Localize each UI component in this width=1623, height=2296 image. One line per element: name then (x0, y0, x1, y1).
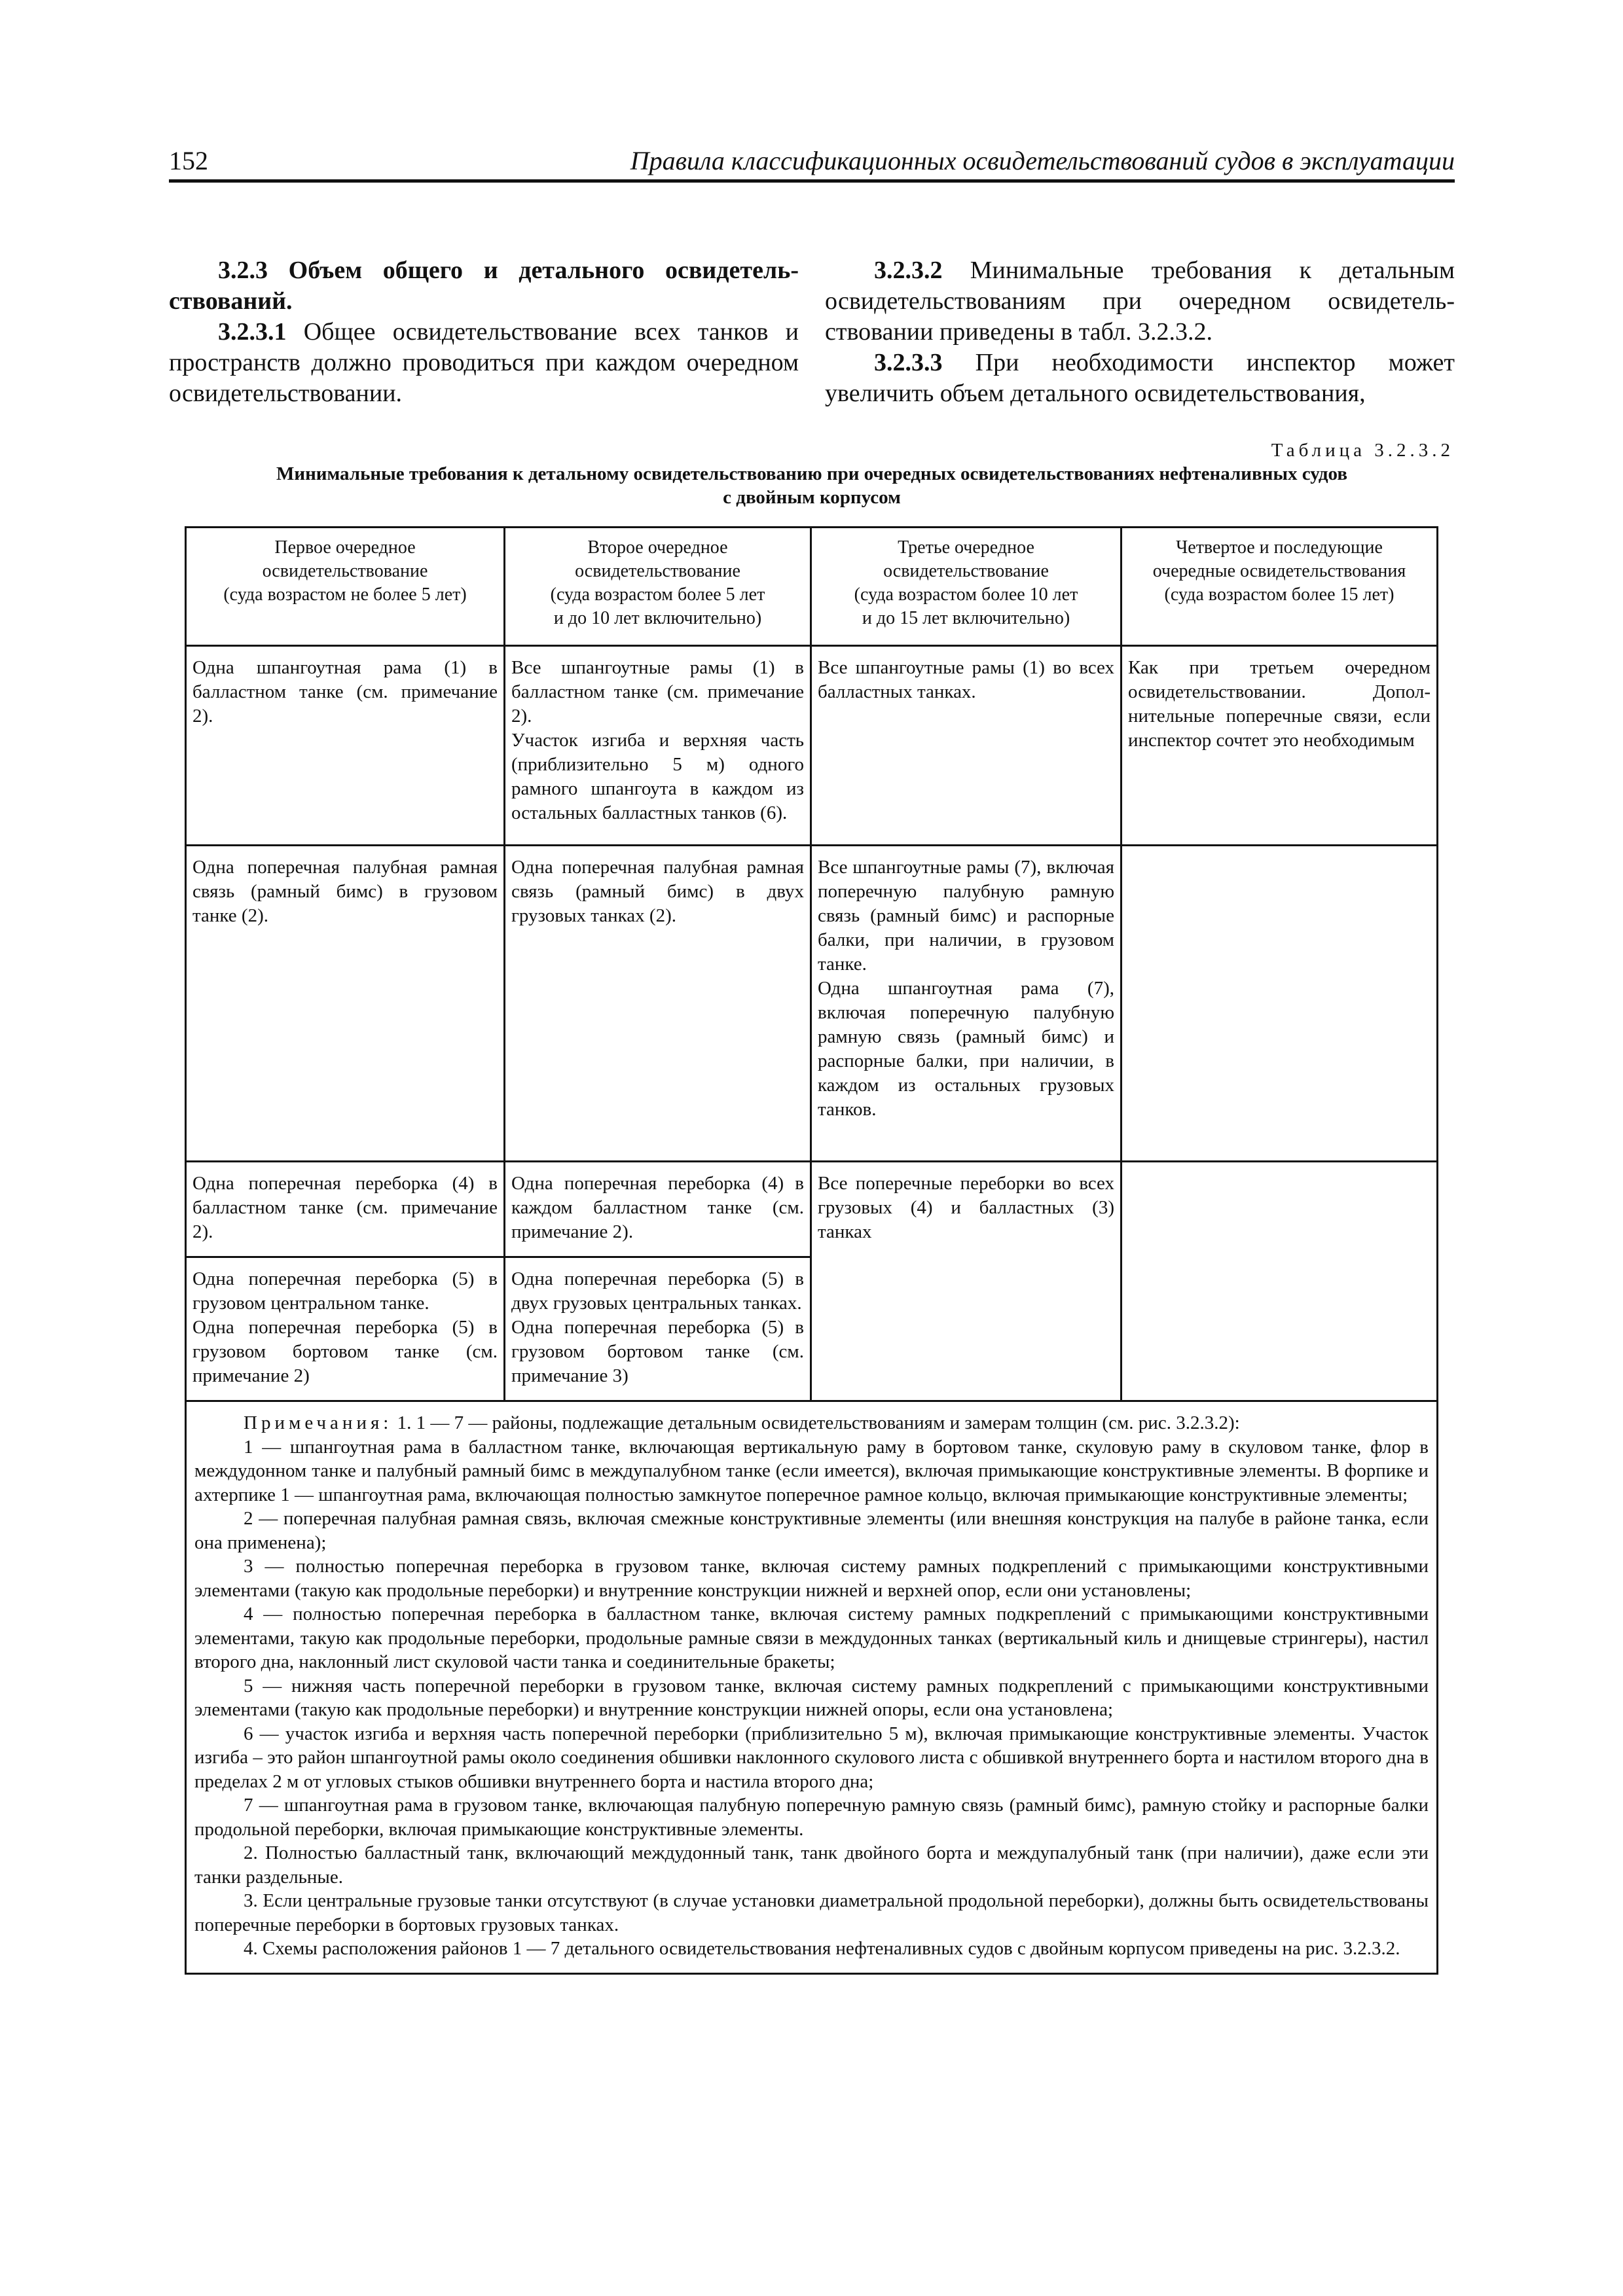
table-row (186, 646, 1438, 846)
table-cell: Одна поперечная палубная рамная связь (рамный бимс) в двух грузовых танках (2). (505, 846, 811, 1162)
left-column (169, 255, 799, 409)
right-column (825, 255, 1455, 409)
page-header (169, 145, 1455, 183)
notes-row (186, 1401, 1438, 1974)
table-cell (1122, 846, 1438, 1162)
table-row (186, 846, 1438, 1162)
table-cell: Все шпангоутные рамы (1) в балластном танке (см. примечание 2). Участок изгиба и верхняя часть (приблизительно 5 м) одного рамного шпангоута в каждом из остальных балластных танков (6). (505, 646, 811, 846)
header-cell: Третье очередное освидетельствование (суда возрастом более 10 лет и до 15 лет включительно) (811, 528, 1122, 646)
page-number: 152 (169, 146, 208, 175)
table-cell: Одна поперечная переборка (5) в грузовом центральном танке. Одна поперечная переборка (5) в грузовом бортовом танке (см. примечание 2) (186, 1257, 505, 1401)
table-cell: Все шпангоутные рамы (1) во всех балластных танках. (811, 646, 1122, 846)
table-title: Минимальные требования к детальному освидетельствованию при очередных освидетельствованиях нефтеналивных судов с двойным корпусом (276, 463, 1347, 508)
table-row (186, 1162, 1438, 1257)
header-cell: Четвертое и последующие очередные освидетельствования (суда возрастом более 15 лет) (1122, 528, 1438, 646)
table-label: Таблица 3.2.3.2 (1271, 440, 1454, 461)
table-cell: Одна шпангоутная рама (1) в балластном танке (см. примечание 2). (186, 646, 505, 846)
header-cell: Второе очередное освидетельствование (суда возрастом более 5 лет и до 10 лет включительно) (505, 528, 811, 646)
requirements-table (185, 526, 1438, 1975)
paragraph-3-2-3-2: 3.2.3.2 Минимальные требования к детальным освидетельствованиям при очередном освидетельствовании приведены в табл. 3.2.3.2. (825, 257, 1455, 346)
table-cell: Все поперечные переборки во всех грузовых (4) и балластных (3) танках (811, 1162, 1122, 1401)
table-cell: Все шпангоутные рамы (7), включая поперечную палубную рамную связь (рамный бимс) и распорные балки, при наличии, в грузовом танке. Одна шпангоутная рама (7), включая поперечную палубную рамную связь (рамный бимс) и распорные балки, при наличии, в каждом из остальных грузовых танков. (811, 846, 1122, 1162)
paragraph-3-2-3-1: 3.2.3.1 Общее освидетельствование всех танков и пространств должно проводиться при каждом очередном освидетельствовании. (169, 318, 799, 407)
running-title: Правила классификационных освидетельствований судов в эксплуатации (630, 146, 1455, 175)
section-heading: 3.2.3 Объем общего и детального освидетельствований. (169, 257, 799, 315)
table-cell: Как при третьем очередном освидетельствовании. Дополнительные поперечные связи, если инспектор сочтет это необходимым (1122, 646, 1438, 846)
table-cell: Одна поперечная переборка (4) в балластном танке (см. примечание 2). (186, 1162, 505, 1257)
table-header-row (186, 528, 1438, 646)
header-cell: Первое очередное освидетельствование (суда возрастом не более 5 лет) (186, 528, 505, 646)
table-cell: Одна поперечная палубная рамная связь (рамный бимс) в грузовом танке (2). (186, 846, 505, 1162)
table-cell (1122, 1162, 1438, 1401)
paragraph-3-2-3-3: 3.2.3.3 При необходимости инспектор может увеличить объем детального освидетельствования, (825, 349, 1455, 407)
table-cell: Одна поперечная переборка (4) в каждом балластном танке (см. примечание 2). (505, 1162, 811, 1257)
table-cell: Одна поперечная переборка (5) в двух грузовых центральных танках. Одна поперечная переборка (5) в грузовом бортовом танке (см. примечание 3) (505, 1257, 811, 1401)
table-notes: Примечания: 1. 1 — 7 — районы, подлежащие детальным освидетельствованиям и замерам толщин (см. рис. 3.2.3.2): 1 — шпангоутная рама в балластном танке, включающая вертикальную раму в бортовом танке, скуловую раму в скуловом танке, флор в междудонном танке и палубный рамный бимс в междупалубном танке (если имеется), включая примыкающие конструктивные элементы. В форпике и ахтерпике 1 — шпангоутная рама, включающая полностью замкнутое поперечное рамное кольцо, включая примыкающие конструктивные элементы; 2 — поперечная палубная рамная связь, включая смежные конструктивные элементы (или внешняя конструкция на палубе в районе танка, если она применена); 3 — полностью поперечная переборка в грузовом танке, включая систему рамных подкреплений с примыкающими конструктивными элементами (такую как продольные переборки) и внутренние конструкции нижней и верхней опор, если они установлены; 4 — полностью поперечная переборка в балластном танке, включая систему рамных подкреплений с примыкающими конструктивными элементами, такую как продольные переборки, продольные рамные связи в междудонных танках (вертикальный киль и днищевые стрингеры), настил второго дна, наклонный лист скуловой части танка и соединительные бракеты; 5 — нижняя часть поперечной переборки в грузовом танке, включая систему рамных подкреплений с примыкающими конструктивными элементами (такую как продольные переборки) и внутренние конструкции нижней опоры, если она установлена; 6 — участок изгиба и верхняя часть поперечной переборки (приблизительно 5 м), включая примыкающие конструктивные элементы. Участок изгиба – это район шпангоутной рамы около соединения обшивки наклонного скулового листа с обшивкой внутреннего борта и настилом второго дна в пределах 2 м от угловых стыков обшивки внутреннего борта и настила второго дна; 7 — шпангоутная рама в грузовом танке, включающая палубную поперечную рамную связь (рамный бимс), рамную стойку и распорные балки продольной переборки, включая примыкающие конструктивные элементы. 2. Полностью балластный танк, включающий междудонный танк, танк двойного борта и междупалубный танк (при наличии), даже если эти танки раздельные. 3. Если центральные грузовые танки отсутствуют (в случае установки диаметральной продольной переборки), должны быть освидетельствованы поперечные переборки в бортовых грузовых танках. 4. Схемы расположения районов 1 — 7 детального освидетельствования нефтеналивных судов с двойным корпусом приведены на рис. 3.2.3.2. (186, 1401, 1438, 1974)
